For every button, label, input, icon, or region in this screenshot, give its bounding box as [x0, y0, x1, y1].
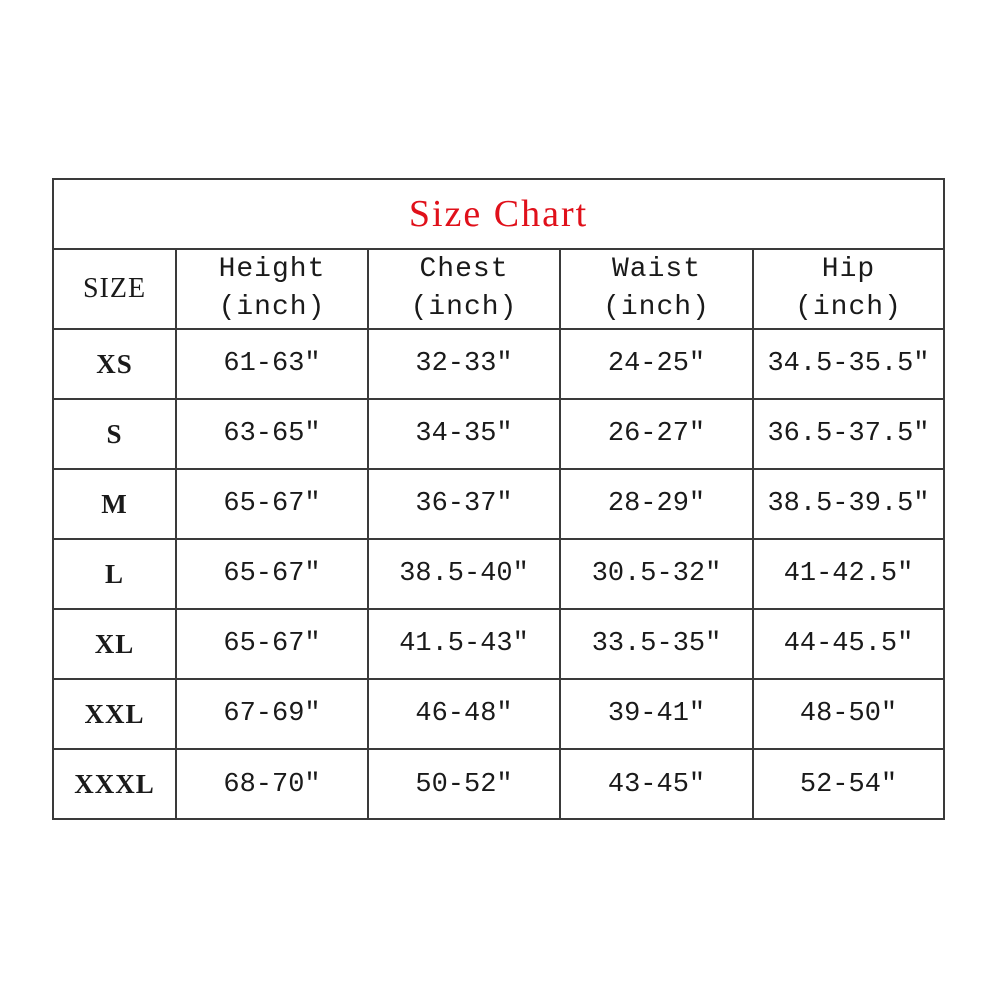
- waist-cell: 26-27″: [560, 399, 753, 469]
- header-waist-label: Waist: [611, 254, 701, 285]
- hip-cell: 36.5-37.5″: [753, 399, 943, 469]
- table-row: [54, 539, 943, 609]
- header-hip: [753, 250, 943, 329]
- hip-cell: 41-42.5″: [753, 539, 943, 609]
- size-cell: XL: [54, 609, 176, 679]
- size-cell: L: [54, 539, 176, 609]
- height-cell: 68-70″: [176, 749, 368, 819]
- height-cell: 65-67″: [176, 539, 368, 609]
- header-chest-label: Chest: [419, 254, 509, 285]
- header-height-unit: (inch): [218, 292, 326, 323]
- hip-cell: 34.5-35.5″: [753, 329, 943, 399]
- header-row: [54, 250, 943, 329]
- waist-cell: 43-45″: [560, 749, 753, 819]
- size-cell: XS: [54, 329, 176, 399]
- header-waist: [560, 250, 753, 329]
- size-cell: S: [54, 399, 176, 469]
- chest-cell: 32-33″: [368, 329, 560, 399]
- waist-cell: 24-25″: [560, 329, 753, 399]
- table-row: [54, 329, 943, 399]
- waist-cell: 28-29″: [560, 469, 753, 539]
- table-row: [54, 399, 943, 469]
- header-height: [176, 250, 368, 329]
- chest-cell: 38.5-40″: [368, 539, 560, 609]
- header-chest: [368, 250, 560, 329]
- height-cell: 61-63″: [176, 329, 368, 399]
- size-cell: M: [54, 469, 176, 539]
- chart-title: Size Chart: [408, 193, 589, 235]
- chest-cell: 36-37″: [368, 469, 560, 539]
- height-cell: 63-65″: [176, 399, 368, 469]
- header-hip-unit: (inch): [795, 292, 902, 323]
- waist-cell: 33.5-35″: [560, 609, 753, 679]
- hip-cell: 48-50″: [753, 679, 943, 749]
- size-cell: XXXL: [54, 749, 176, 819]
- size-chart: [52, 178, 945, 819]
- size-cell: XXL: [54, 679, 176, 749]
- chest-cell: 34-35″: [368, 399, 560, 469]
- hip-cell: 44-45.5″: [753, 609, 943, 679]
- height-cell: 65-67″: [176, 609, 368, 679]
- chest-cell: 41.5-43″: [368, 609, 560, 679]
- table-row: [54, 679, 943, 749]
- waist-cell: 30.5-32″: [560, 539, 753, 609]
- size-table: [54, 250, 943, 819]
- header-hip-label: Hip: [821, 254, 876, 285]
- header-size-label: SIZE: [82, 273, 147, 304]
- chest-cell: 50-52″: [368, 749, 560, 819]
- header-size: [54, 250, 176, 329]
- header-chest-unit: (inch): [410, 292, 518, 323]
- hip-cell: 52-54″: [799, 769, 898, 800]
- table-bottom-border: [52, 818, 945, 820]
- waist-cell: 39-41″: [560, 679, 753, 749]
- height-cell: 67-69″: [176, 679, 368, 749]
- hip-cell: 38.5-39.5″: [753, 469, 943, 539]
- chest-cell: 46-48″: [368, 679, 560, 749]
- header-height-label: Height: [218, 254, 326, 285]
- title-row: [54, 180, 943, 250]
- table-row: [54, 609, 943, 679]
- table-row: [54, 749, 943, 819]
- header-waist-unit: (inch): [603, 292, 710, 323]
- table-row: [54, 469, 943, 539]
- height-cell: 65-67″: [176, 469, 368, 539]
